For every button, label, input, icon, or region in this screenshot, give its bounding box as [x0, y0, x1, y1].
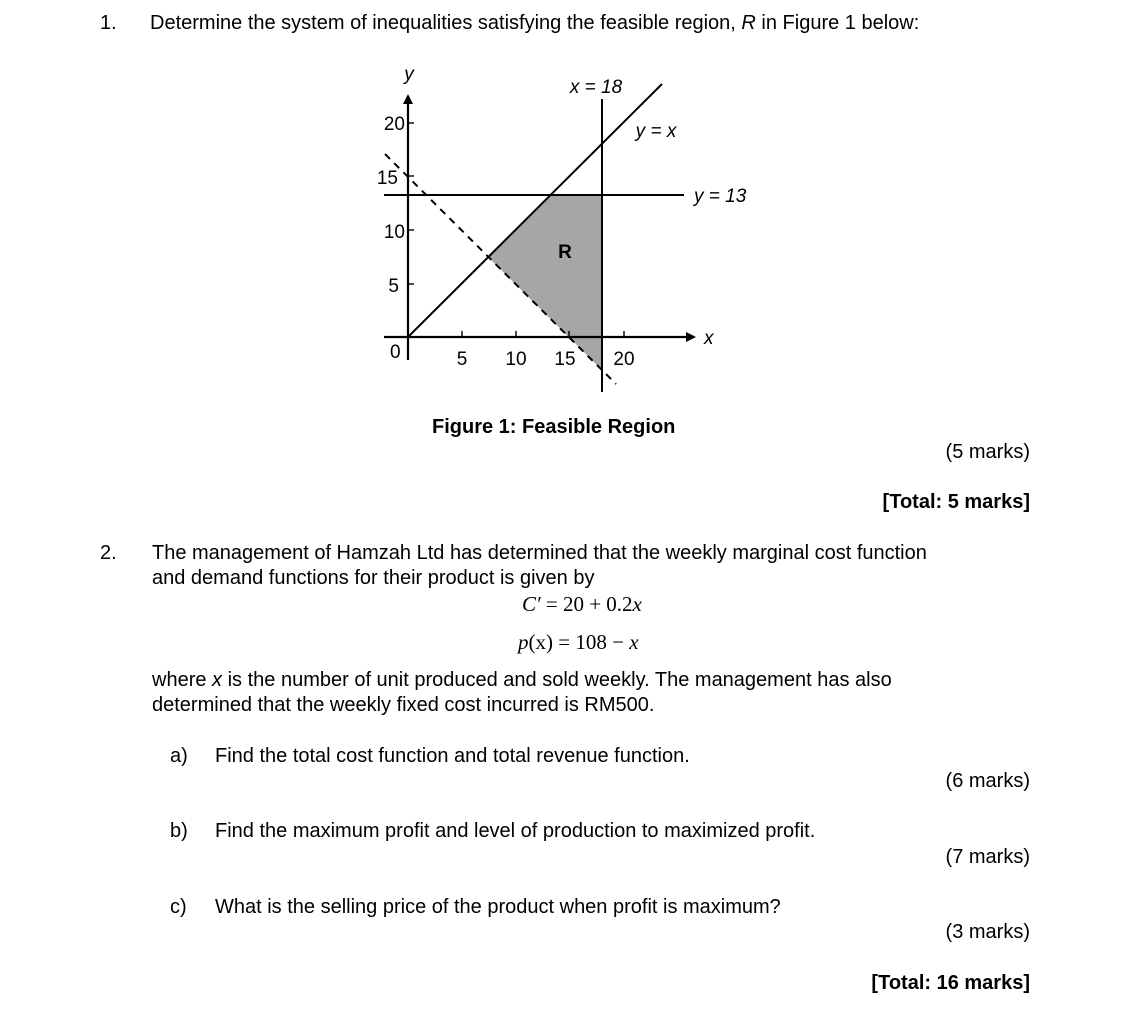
q1-total: [Total: 5 marks]	[882, 491, 1030, 513]
q1-marks: (5 marks)	[945, 441, 1030, 463]
demand-equation: p(x) = 108 − x	[518, 630, 639, 654]
q2-intro-line2: and demand functions for their product is given by	[152, 567, 595, 589]
part-b-text: Find the maximum profit and level of production to maximized profit.	[215, 820, 816, 842]
part-c-marks: (3 marks)	[945, 921, 1030, 943]
marginal-cost-equation: C′ = 20 + 0.2x	[522, 592, 642, 616]
q2-number: 2.	[100, 542, 117, 564]
q2-where-line1: where x is the number of unit produced and sold weekly. The management has also	[152, 669, 892, 691]
q1-text-var: R	[741, 12, 756, 34]
region-label-r: R	[558, 242, 572, 263]
x-tick-20: 20	[613, 349, 635, 370]
q1-text-post: in Figure 1 below:	[755, 12, 920, 34]
y-tick-10: 10	[383, 222, 405, 243]
figure-caption: Figure 1: Feasible Region	[432, 416, 676, 438]
region-r	[488, 195, 602, 370]
part-a-marks: (6 marks)	[945, 770, 1030, 792]
feasible-region-figure	[0, 0, 1134, 410]
part-b-marks: (7 marks)	[945, 846, 1030, 868]
part-a-label: a)	[170, 745, 188, 767]
y-tick-15: 15	[376, 168, 398, 189]
x-tick-10: 10	[505, 349, 527, 370]
part-b-label: b)	[170, 820, 188, 842]
q1-text-pre: Determine the system of inequalities satisfying the feasible region,	[150, 12, 742, 34]
x-tick-15: 15	[554, 349, 576, 370]
x-axis-label: x	[704, 328, 714, 349]
part-a-text: Find the total cost function and total revenue function.	[215, 745, 690, 767]
label-x-18: x = 18	[569, 77, 623, 98]
label-y-eq-x: y = x	[635, 121, 677, 142]
x-tick-5: 5	[456, 349, 468, 370]
q2-intro-line1: The management of Hamzah Ltd has determined that the weekly marginal cost function	[152, 542, 927, 564]
part-c-text: What is the selling price of the product when profit is maximum?	[215, 896, 781, 918]
q1-number: 1.	[100, 12, 117, 34]
label-y-13: y = 13	[694, 186, 747, 207]
y-tick-20: 20	[383, 114, 405, 135]
origin-label: 0	[390, 342, 401, 363]
y-axis-label: y	[404, 64, 414, 85]
q2-total: [Total: 16 marks]	[871, 972, 1030, 994]
q2-where-line2: determined that the weekly fixed cost incurred is RM500.	[152, 694, 655, 716]
y-tick-5: 5	[388, 276, 399, 297]
part-c-label: c)	[170, 896, 187, 918]
